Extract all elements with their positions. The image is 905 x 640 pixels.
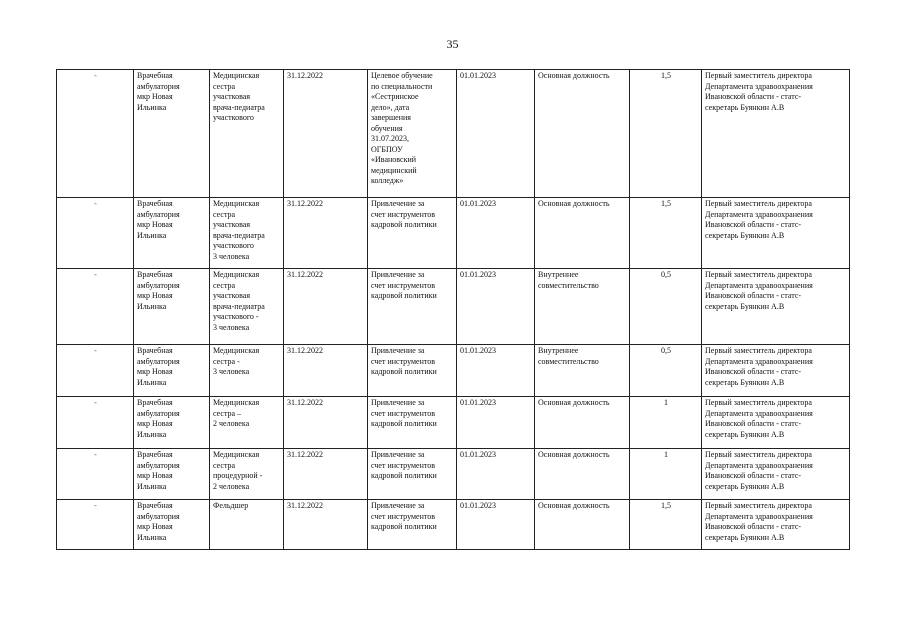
cell-deadline-date: 31.12.2022 bbox=[284, 269, 368, 345]
cell-facility-line: Ильинка bbox=[137, 377, 167, 387]
cell-staffing-method-line: по специальности bbox=[371, 81, 433, 91]
cell-responsible bbox=[702, 198, 850, 269]
cell-deadline-date: 31.12.2022 bbox=[284, 500, 368, 550]
cell-staffing-method-line: счет инструментов bbox=[371, 408, 436, 418]
cell-facility-line: Врачебная bbox=[137, 199, 173, 208]
cell-position-line: врача-педиатра bbox=[213, 102, 265, 112]
cell-staffing-method bbox=[368, 198, 457, 269]
cell-responsible-line: Департамента здравоохранения bbox=[705, 408, 813, 418]
cell-facility-line: Ильинка bbox=[137, 301, 167, 311]
cell-staffing-method bbox=[368, 397, 457, 449]
cell-responsible bbox=[702, 449, 850, 500]
cell-employment-type: Основная должность bbox=[535, 198, 630, 269]
cell-staffing-method bbox=[368, 70, 457, 198]
cell-position bbox=[210, 500, 284, 550]
cell-responsible-line: Первый заместитель директора bbox=[705, 501, 812, 510]
cell-rate: 0,5 bbox=[630, 269, 702, 345]
cell-responsible-line: Ивановской области - статс- bbox=[705, 220, 802, 229]
cell-facility-line: Ильинка bbox=[137, 429, 167, 439]
cell-rate: 1,5 bbox=[630, 500, 702, 550]
cell-staffing-method-line: Целевое обучение bbox=[371, 71, 433, 80]
cell-employment-type: Основная должность bbox=[535, 449, 630, 500]
cell-responsible-line: секретарь Буянкин А.В bbox=[705, 481, 785, 491]
cell-position-line: участковая bbox=[213, 92, 251, 101]
cell-start-date: 01.01.2023 bbox=[457, 269, 535, 345]
cell-position-line: Медицинская bbox=[213, 450, 260, 459]
cell-number: - bbox=[57, 345, 134, 397]
cell-staffing-method bbox=[368, 500, 457, 550]
cell-responsible-line: Департамента здравоохранения bbox=[705, 280, 813, 290]
table-row bbox=[57, 70, 850, 198]
cell-start-date: 01.01.2023 bbox=[457, 345, 535, 397]
cell-facility-line: амбулатория bbox=[137, 280, 180, 290]
cell-deadline-date: 31.12.2022 bbox=[284, 397, 368, 449]
cell-staffing-method-line: 31.07.2023, bbox=[371, 134, 409, 143]
cell-number: - bbox=[57, 198, 134, 269]
cell-employment-type: Основная должность bbox=[535, 70, 630, 198]
cell-staffing-method-line: счет инструментов bbox=[371, 280, 436, 290]
cell-staffing-method-line: Привлечение за bbox=[371, 398, 425, 407]
cell-staffing-method-line: кадровой политики bbox=[371, 220, 437, 229]
cell-number: - bbox=[57, 500, 134, 550]
cell-number: - bbox=[57, 269, 134, 345]
cell-start-date: 01.01.2023 bbox=[457, 500, 535, 550]
cell-facility bbox=[134, 345, 210, 397]
cell-staffing-method-line: медицинский bbox=[371, 165, 417, 175]
cell-staffing-method-line: кадровой политики bbox=[371, 419, 437, 428]
cell-responsible-line: Первый заместитель директора bbox=[705, 398, 812, 407]
cell-facility-line: Врачебная bbox=[137, 398, 173, 407]
cell-responsible bbox=[702, 269, 850, 345]
cell-position-line: участкового - bbox=[213, 312, 259, 321]
table-row bbox=[57, 500, 850, 550]
cell-staffing-method-line: Привлечение за bbox=[371, 199, 425, 208]
cell-position-line: Фельдшер bbox=[213, 501, 249, 510]
cell-staffing-method-line: обучения bbox=[371, 123, 403, 133]
cell-facility bbox=[134, 500, 210, 550]
cell-responsible bbox=[702, 345, 850, 397]
cell-position-line: 3 человека bbox=[213, 367, 250, 376]
table-row bbox=[57, 449, 850, 500]
cell-position-line: участковая bbox=[213, 220, 251, 229]
cell-position-line: участкового bbox=[213, 241, 254, 250]
cell-position-line: 2 человека bbox=[213, 481, 250, 491]
cell-responsible-line: секретарь Буянкин А.В bbox=[705, 429, 785, 439]
cell-responsible-line: секретарь Буянкин А.В bbox=[705, 532, 785, 542]
cell-position-line: 2 человека bbox=[213, 419, 250, 428]
cell-position-line: сестра - bbox=[213, 356, 240, 366]
cell-facility-line: Врачебная bbox=[137, 450, 173, 459]
cell-facility-line: амбулатория bbox=[137, 408, 180, 418]
cell-facility-line: амбулатория bbox=[137, 460, 180, 470]
cell-position-line: Медицинская bbox=[213, 346, 260, 355]
cell-facility bbox=[134, 269, 210, 345]
cell-facility-line: мкр Новая bbox=[137, 471, 173, 480]
cell-rate: 1 bbox=[630, 397, 702, 449]
cell-employment-type: Внутреннее совместительство bbox=[535, 269, 630, 345]
cell-start-date: 01.01.2023 bbox=[457, 397, 535, 449]
cell-staffing-method bbox=[368, 269, 457, 345]
cell-facility-line: мкр Новая bbox=[137, 220, 173, 229]
cell-position bbox=[210, 449, 284, 500]
cell-staffing-method-line: счет инструментов bbox=[371, 511, 436, 521]
cell-responsible-line: Ивановской области - статс- bbox=[705, 471, 802, 480]
cell-position bbox=[210, 269, 284, 345]
cell-position-line: Медицинская bbox=[213, 398, 260, 407]
cell-staffing-method-line: дело», дата bbox=[371, 102, 410, 112]
cell-facility-line: мкр Новая bbox=[137, 522, 173, 531]
cell-staffing-method bbox=[368, 449, 457, 500]
cell-responsible-line: Ивановской области - статс- bbox=[705, 92, 802, 101]
cell-facility-line: Ильинка bbox=[137, 481, 167, 491]
cell-responsible-line: секретарь Буянкин А.В bbox=[705, 377, 785, 387]
cell-facility-line: Врачебная bbox=[137, 71, 173, 80]
cell-responsible-line: секретарь Буянкин А.В bbox=[705, 102, 785, 112]
cell-position-line: врача-педиатра bbox=[213, 301, 265, 311]
cell-facility-line: Ильинка bbox=[137, 532, 167, 542]
cell-position bbox=[210, 70, 284, 198]
cell-responsible-line: Первый заместитель директора bbox=[705, 71, 812, 80]
cell-responsible-line: Департамента здравоохранения bbox=[705, 356, 813, 366]
cell-employment-type: Основная должность bbox=[535, 397, 630, 449]
cell-responsible-line: Первый заместитель директора bbox=[705, 450, 812, 459]
cell-rate: 1,5 bbox=[630, 70, 702, 198]
cell-responsible-line: Первый заместитель директора bbox=[705, 346, 812, 355]
cell-deadline-date: 31.12.2022 bbox=[284, 198, 368, 269]
cell-staffing-method-line: счет инструментов bbox=[371, 460, 436, 470]
cell-staffing-method bbox=[368, 345, 457, 397]
cell-position-line: сестра bbox=[213, 280, 236, 290]
cell-employment-type: Внутреннее совместительство bbox=[535, 345, 630, 397]
cell-responsible-line: Ивановской области - статс- bbox=[705, 522, 802, 531]
page-number: 35 bbox=[446, 37, 459, 51]
cell-staffing-method-line: завершения bbox=[371, 113, 411, 122]
cell-position-line: сестра bbox=[213, 209, 236, 219]
cell-facility-line: амбулатория bbox=[137, 511, 180, 521]
cell-rate: 1,5 bbox=[630, 198, 702, 269]
cell-staffing-method-line: Привлечение за bbox=[371, 501, 425, 510]
cell-facility bbox=[134, 449, 210, 500]
cell-responsible bbox=[702, 500, 850, 550]
cell-facility-line: Врачебная bbox=[137, 270, 173, 279]
cell-number: - bbox=[57, 70, 134, 198]
cell-facility-line: Ильинка bbox=[137, 230, 167, 240]
table-body bbox=[57, 70, 850, 550]
cell-responsible-line: Первый заместитель директора bbox=[705, 270, 812, 279]
cell-staffing-method-line: кадровой политики bbox=[371, 522, 437, 531]
cell-facility-line: мкр Новая bbox=[137, 92, 173, 101]
cell-facility-line: мкр Новая bbox=[137, 419, 173, 428]
cell-facility-line: амбулатория bbox=[137, 81, 180, 91]
cell-staffing-method-line: колледж» bbox=[371, 176, 404, 185]
cell-staffing-method-line: счет инструментов bbox=[371, 209, 436, 219]
cell-position-line: сестра bbox=[213, 81, 236, 91]
cell-responsible-line: Первый заместитель директора bbox=[705, 199, 812, 208]
cell-staffing-method-line: кадровой политики bbox=[371, 367, 437, 376]
cell-position bbox=[210, 198, 284, 269]
cell-deadline-date: 31.12.2022 bbox=[284, 70, 368, 198]
cell-position-line: Медицинская bbox=[213, 71, 260, 80]
cell-position bbox=[210, 397, 284, 449]
cell-rate: 1 bbox=[630, 449, 702, 500]
cell-staffing-method-line: ОГБПОУ bbox=[371, 144, 403, 154]
cell-deadline-date: 31.12.2022 bbox=[284, 345, 368, 397]
cell-position-line: сестра – bbox=[213, 408, 242, 418]
cell-facility-line: мкр Новая bbox=[137, 291, 173, 300]
cell-deadline-date: 31.12.2022 bbox=[284, 449, 368, 500]
cell-position-line: сестра bbox=[213, 460, 236, 470]
staffing-table bbox=[56, 69, 850, 550]
cell-rate: 0,5 bbox=[630, 345, 702, 397]
cell-responsible-line: Департамента здравоохранения bbox=[705, 460, 813, 470]
cell-staffing-method-line: «Сестринское bbox=[371, 92, 419, 101]
cell-facility bbox=[134, 198, 210, 269]
cell-responsible-line: Ивановской области - статс- bbox=[705, 367, 802, 376]
cell-responsible-line: Департамента здравоохранения bbox=[705, 209, 813, 219]
cell-number: - bbox=[57, 397, 134, 449]
table-row bbox=[57, 269, 850, 345]
cell-staffing-method-line: счет инструментов bbox=[371, 356, 436, 366]
cell-position-line: участковая bbox=[213, 291, 251, 300]
cell-position-line: 3 человека bbox=[213, 251, 250, 261]
cell-start-date: 01.01.2023 bbox=[457, 198, 535, 269]
cell-staffing-method-line: Привлечение за bbox=[371, 270, 425, 279]
cell-position-line: Медицинская bbox=[213, 270, 260, 279]
cell-facility-line: амбулатория bbox=[137, 209, 180, 219]
cell-staffing-method-line: Привлечение за bbox=[371, 450, 425, 459]
cell-staffing-method-line: кадровой политики bbox=[371, 471, 437, 480]
cell-facility bbox=[134, 70, 210, 198]
cell-facility-line: мкр Новая bbox=[137, 367, 173, 376]
cell-staffing-method-line: Привлечение за bbox=[371, 346, 425, 355]
cell-facility bbox=[134, 397, 210, 449]
cell-position-line: процедурной - bbox=[213, 471, 263, 480]
table-row bbox=[57, 198, 850, 269]
cell-responsible-line: Ивановской области - статс- bbox=[705, 291, 802, 300]
cell-responsible bbox=[702, 397, 850, 449]
cell-facility-line: Врачебная bbox=[137, 501, 173, 510]
cell-responsible-line: секретарь Буянкин А.В bbox=[705, 230, 785, 240]
cell-facility-line: Ильинка bbox=[137, 102, 167, 112]
cell-position bbox=[210, 345, 284, 397]
cell-position-line: 3 человека bbox=[213, 322, 250, 332]
cell-start-date: 01.01.2023 bbox=[457, 70, 535, 198]
cell-facility-line: амбулатория bbox=[137, 356, 180, 366]
cell-number: - bbox=[57, 449, 134, 500]
cell-responsible bbox=[702, 70, 850, 198]
table-row bbox=[57, 345, 850, 397]
cell-start-date: 01.01.2023 bbox=[457, 449, 535, 500]
cell-facility-line: Врачебная bbox=[137, 346, 173, 355]
cell-responsible-line: Департамента здравоохранения bbox=[705, 81, 813, 91]
cell-position-line: участкового bbox=[213, 113, 254, 122]
cell-position-line: врача-педиатра bbox=[213, 230, 265, 240]
cell-responsible-line: секретарь Буянкин А.В bbox=[705, 301, 785, 311]
cell-responsible-line: Департамента здравоохранения bbox=[705, 511, 813, 521]
cell-staffing-method-line: кадровой политики bbox=[371, 291, 437, 300]
cell-staffing-method-line: «Ивановский bbox=[371, 155, 417, 164]
cell-responsible-line: Ивановской области - статс- bbox=[705, 419, 802, 428]
cell-position-line: Медицинская bbox=[213, 199, 260, 208]
cell-employment-type: Основная должность bbox=[535, 500, 630, 550]
table-row bbox=[57, 397, 850, 449]
